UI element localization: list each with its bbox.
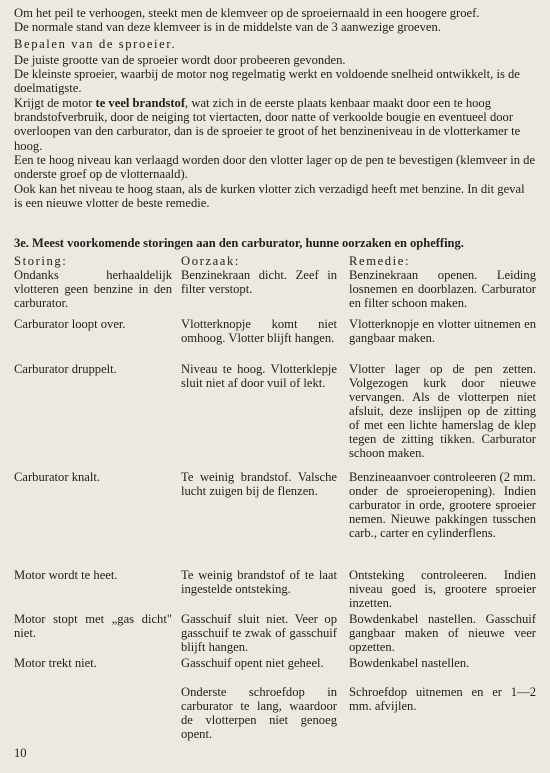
paragraph: Om het peil te verhoogen, steekt men de klemveer op de sproeiernaald in een hoogere groef.: [14, 6, 480, 20]
cell-remedie: Vlotterknopje en vlotter uitnemen en gangbaar maken.: [349, 317, 536, 345]
header-storing: Storing:: [14, 254, 68, 268]
cell-storing: Motor wordt te heet.: [14, 568, 118, 582]
cell-storing: Ondanks herhaaldelijk vlotteren geen benzine in den carburator.: [14, 268, 172, 310]
section-heading: 3e. Meest voorkomende storingen aan den carburator, hunne oorzaken en opheffing.: [14, 236, 464, 250]
subheading: Bepalen van de sproeier.: [14, 36, 177, 51]
text-run: , wat zich in de eerste plaats kenbaar maakt door een te hoog brandstofverbruik, door de neiging tot viertacten, door natte of verkoolde bougie en eventueel door overloopen van den carburator, dan is de sproeier te groot of het benzineniveau in de vlotterkamer te hoog.: [14, 95, 521, 153]
cell-oorzaak: Gasschuif opent niet geheel.: [181, 656, 324, 670]
bold-text-run: te veel brandstof: [95, 95, 186, 110]
paragraph: Ook kan het niveau te hoog staan, als de kurken vlotter zich verzadigd heeft met benzine. In dit geval is een nieuwe vlotter de beste remedie.: [14, 181, 525, 210]
paragraph: Een te hoog niveau kan verlaagd worden door den vlotter lager op de pen te bevestigen (klemveer in de onderste groef op de vlotternaald).: [14, 152, 536, 182]
cell-remedie: Benzineaanvoer controleeren (2 mm. onder de sproeieropening). Indien carburator in orde, grootere sproeier nemen. Nieuwe pakkingen tusschen carb., carter en cylinderflens.: [349, 470, 536, 540]
cell-storing: Motor trekt niet.: [14, 656, 97, 670]
cell-remedie: Benzinekraan openen. Leiding losnemen en doorblazen. Carburator en filter schoon maken.: [349, 268, 536, 310]
text-run: Krijgt de motor: [14, 95, 96, 110]
header-remedie: Remedie:: [349, 254, 411, 268]
cell-oorzaak: Te weinig brandstof of te laat ingestelde ontsteking.: [181, 568, 337, 596]
paragraph: De normale stand van deze klemveer is in de middelste van de 3 aanwezige groeven.: [14, 20, 441, 35]
cell-oorzaak: Vlotterknopje komt niet omhoog. Vlotter blijft hangen.: [181, 317, 337, 345]
cell-oorzaak: Gasschuif sluit niet. Veer op gasschuif te zwak of gasschuif blijft hangen.: [181, 612, 337, 654]
paragraph: De juiste grootte van de sproeier wordt door probeeren gevonden.: [14, 52, 346, 67]
cell-oorzaak: Niveau te hoog. Vlotterklepje sluit niet af door vuil of lekt.: [181, 362, 337, 390]
cell-remedie: Schroefdop uitnemen en er 1—2 mm. afvijlen.: [349, 685, 536, 713]
paragraph: De kleinste sproeier, waarbij de motor nog regelmatig werkt en voldoende snelheid ontwikkelt, is de doelmatigste.: [14, 67, 520, 96]
cell-oorzaak: Onderste schroefdop in carburator te lang, waardoor de vlotterpen niet genoeg opent.: [181, 685, 337, 741]
cell-oorzaak: Te weinig brandstof. Valsche lucht zuigen bij de flenzen.: [181, 470, 337, 498]
intro-text: [14, 6, 536, 210]
cell-remedie: Vlotter lager op de pen zetten. Volgezogen kurk door nieuwe vervangen. Als de vlotterpen niet afsluit, deze inslijpen op de zitting of met een lichte hamerslag de klep tegen de zitting tikken. Carburator schoon maken.: [349, 362, 536, 460]
cell-storing: Carburator knalt.: [14, 470, 101, 484]
cell-storing: Carburator loopt over.: [14, 317, 126, 331]
cell-remedie: Bowdenkabel nastellen.: [349, 656, 470, 670]
cell-storing: Carburator druppelt.: [14, 362, 117, 376]
paragraph: [14, 96, 536, 153]
cell-remedie: Ontsteking controleeren. Indien niveau goed is, grootere sproeier inzetten.: [349, 568, 536, 610]
page-number: 10: [14, 746, 27, 760]
header-oorzaak: Oorzaak:: [181, 254, 240, 268]
cell-oorzaak: Benzinekraan dicht. Zeef in filter verstopt.: [181, 268, 337, 296]
cell-remedie: Bowdenkabel nastellen. Gasschuif gangbaar maken of nieuwe veer opzetten.: [349, 612, 536, 654]
cell-storing: Motor stopt met „gas dicht" niet.: [14, 612, 172, 640]
